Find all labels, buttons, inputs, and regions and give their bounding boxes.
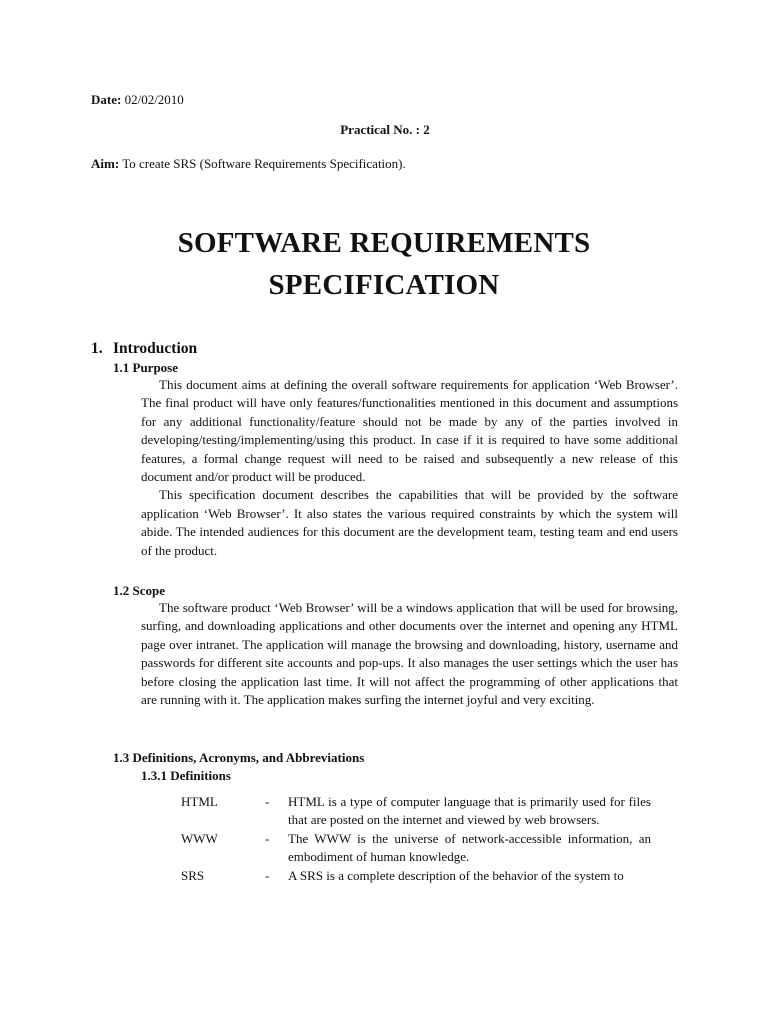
document-title-line-1: SOFTWARE REQUIREMENTS [177,227,591,259]
document-title-line-2: SPECIFICATION [268,269,500,301]
aim-line [91,155,406,173]
definition-row [181,793,651,830]
definition-text: The WWW is the universe of network-accessible information, an embodiment of human knowledge. [288,830,651,865]
definition-dash: - [265,830,270,846]
purpose-paragraph: This document aims at defining the overall software requirements for application ‘Web Browser’. The final product will have only features/functionalities mentioned in this document and assumptions for any additional functionality/feature should not be made by any of the parties involved in developing/testing/implementing/using this product. In case if it is required to have some additional features, a formal change request will need to be raised and subsequently a new release of this document and/or product will be produced. [141,377,678,485]
scope-paragraph: The software product ‘Web Browser’ will be a windows application that will be used for browsing, surfing, and downloading applications and other documents over the internet and opening any HTML page over intranet. The application will manage the browsing and downloading, history, username and passwords for different site accounts and pop-ups. It also manages the user settings which the user has before closing the application last time. It will not affect the programming of other applications that are running with it. The application makes surfing the internet joyful and very exciting. [141,600,678,708]
definition-term: HTML [181,794,218,809]
definitions-list [181,793,651,885]
definition-text: A SRS is a complete description of the behavior of the system to [288,867,624,883]
practical-number: Practical No. : 2 [340,122,430,137]
definition-row [181,830,651,867]
definition-row [181,867,651,885]
definition-dash: - [265,867,270,883]
definition-dash: - [265,794,270,809]
purpose-body [141,376,678,560]
date-value: 02/02/2010 [124,92,184,107]
date-label: Date: [91,92,122,107]
date-line [91,91,184,109]
definition-text: HTML is a type of computer language that is primarily used for files that are posted on the internet and viewed by web browsers. [288,794,651,828]
definition-term: SRS [181,867,205,883]
definitions-heading: 1.3 Definitions, Acronyms, and Abbreviations [113,750,365,765]
definition-term: WWW [181,830,218,846]
scope-heading: 1.2 Scope [113,583,165,598]
scope-body [141,599,678,709]
purpose-paragraph: This specification document describes the capabilities that will be provided by the software application ‘Web Browser’. It also states the various required constraints by which the system will abide. The intended audiences for this document are the development team, testing team and end users of the product. [141,487,678,558]
purpose-heading: 1.1 Purpose [113,360,178,375]
definitions-subheading: 1.3.1 Definitions [141,768,231,783]
section-introduction-heading [91,340,197,358]
aim-label: Aim: [91,156,120,171]
section-number: 1. [91,340,103,357]
document-title [0,222,768,306]
aim-value: To create SRS (Software Requirements Specification). [122,156,406,171]
section-title: Introduction [113,340,198,357]
